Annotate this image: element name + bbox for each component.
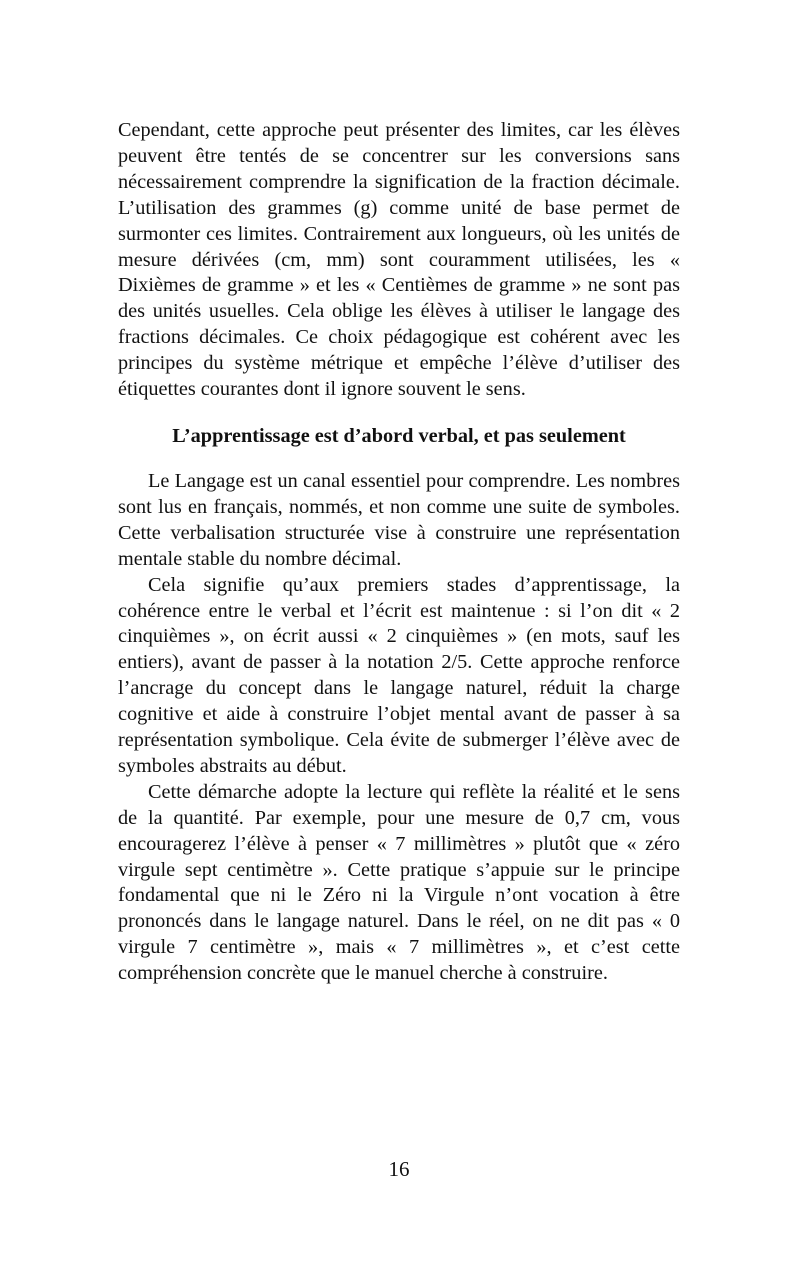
body-paragraph-3: Cette démarche adopte la lecture qui reflète la réalité et le sens de la quantité. Par exemple, pour une mesure de 0,7 cm, vous encouragerez l’élève à penser « 7 millimètres » plutôt que « zéro virgule sept centimètre ». Cette pratique s’appuie sur le principe fondamental que ni le Zéro ni la Virgule n’ont vocation à être prononcés dans le langage naturel. Dans le réel, on ne dit pas « 0 virgule 7 centimètre », mais « 7 millimètres », et c’est cette compréhension concrète que le manuel cherche à construire. [118, 780, 680, 985]
page-body [118, 118, 680, 987]
section-heading: L’apprentissage est d’abord verbal, et pas seulement [172, 424, 626, 447]
page-number: 16 [388, 1157, 410, 1181]
intro-paragraph: Cependant, cette approche peut présenter des limites, car les élèves peuvent être tentés de se concentrer sur les conversions sans nécessairement comprendre la signification de la fraction décimale. L’utilisation des grammes (g) comme unité de base permet de surmonter ces limites. Contrairement aux longueurs, où les unités de mesure dérivées (cm, mm) sont couramment utilisées, les « Dixièmes de gramme » et les « Centièmes de gramme » ne sont pas des unités usuelles. Cela oblige les élèves à utiliser le langage des fractions décimales. Ce choix pédagogique est cohérent avec les principes du système métrique et empêche l’élève d’utiliser des étiquettes courantes dont il ignore souvent le sens. [118, 119, 680, 401]
body-paragraph-1: Le Langage est un canal essentiel pour comprendre. Les nombres sont lus en français, nommés, et non comme une suite de symboles. Cette verbalisation structurée vise à construire une représentation mentale stable du nombre décimal. [118, 469, 680, 570]
body-paragraph-2: Cela signifie qu’aux premiers stades d’apprentissage, la cohérence entre le verbal et l’écrit est maintenue : si l’on dit « 2 cinquièmes », on écrit aussi « 2 cinquièmes » (en mots, sauf les entiers), avant de passer à la notation 2/5. Cette approche renforce l’ancrage du concept dans le langage naturel, réduit la charge cognitive et aide à construire l’objet mental avant de passer à sa représentation symbolique. Cela évite de submerger l’élève avec de symboles abstraits au début. [118, 573, 680, 777]
